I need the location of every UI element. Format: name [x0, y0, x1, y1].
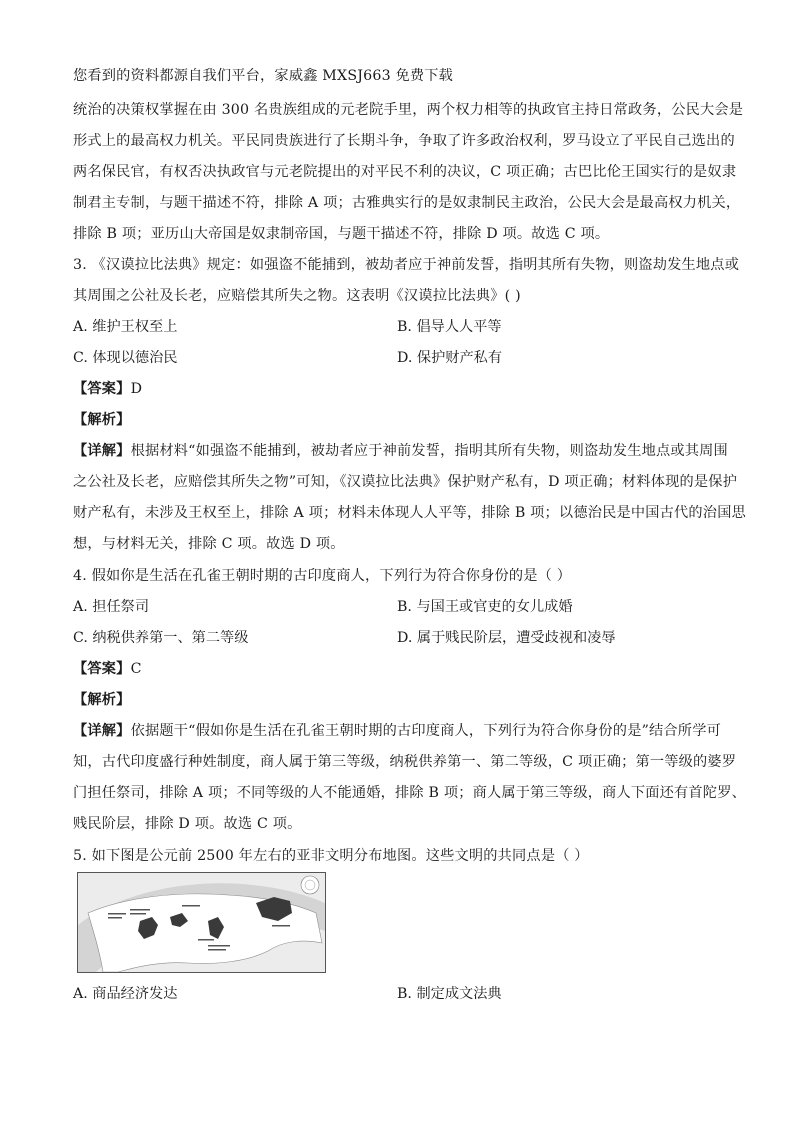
q3-option-c: C. 体现以德治民	[73, 350, 178, 366]
q5-option-a: A. 商品经济发达	[73, 986, 178, 1002]
afro-asian-civilization-map	[77, 872, 326, 973]
detail-text: 根据材料“如强盗不能捕到，被劫者应于神前发誓，指明其所有失物，则盗劫发生地点或其周围	[130, 443, 728, 459]
q4-detail-line-1	[73, 721, 721, 741]
q3-option-d: D. 保护财产私有	[397, 350, 503, 366]
q4-analysis-tag	[73, 690, 131, 710]
detail-text: 依据题干“假如你是生活在孔雀王朝时期的古印度商人，下列行为符合你身份的是”结合所学可	[130, 723, 721, 739]
answer-tag: 【答案】	[73, 661, 131, 677]
answer-tag: 【答案】	[73, 381, 131, 397]
continuation-line-5: 排除 B 项；亚历山大帝国是奴隶制帝国，与题干描述不符，排除 D 项。故选 C 项。	[73, 226, 610, 242]
q3-detail-line-1	[73, 441, 728, 461]
q4-option-c: C. 纳税供养第一、第二等级	[73, 630, 249, 646]
q4-detail-line-4: 贱民阶层，排除 D 项。故选 C 项。	[73, 816, 302, 832]
map-emblem	[301, 876, 319, 894]
q3-option-b: B. 倡导人人平等	[397, 319, 502, 335]
q4-option-b: B. 与国王或官吏的女儿成婚	[397, 599, 573, 615]
header-notice: 您看到的资料都源自我们平台，家威鑫 MXSJ663 免费下载	[73, 68, 454, 84]
q3-stem-line-2: 其周围之公社及长老，应赔偿其所失之物。这表明《汉谟拉比法典》( )	[73, 288, 521, 304]
continuation-line-1: 统治的决策权掌握在由 300 名贵族组成的元老院手里，两个权力相等的执政官主持日常政务，公民大会是	[73, 102, 744, 118]
q3-detail-line-2: 之公社及长老，应赔偿其所失之物”可知，《汉谟拉比法典》保护财产私有，D 项正确；材料体现的是保护	[73, 474, 738, 490]
analysis-tag: 【解析】	[73, 412, 131, 428]
q4-detail-line-2: 知，古代印度盛行种姓制度，商人属于第三等级，纳税供养第一、第二等级，C 项正确；第一等级的婆罗	[73, 754, 737, 770]
continuation-line-4: 制君主专制，与题干描述不符，排除 A 项；古雅典实行的是奴隶制民主政治，公民大会是最高权力机关，	[73, 195, 741, 211]
q5-stem: 5. 如下图是公元前 2500 年左右的亚非文明分布地图。这些文明的共同点是（ ）	[73, 848, 589, 864]
answer-value: D	[130, 381, 143, 397]
q3-detail-line-3: 财产私有，未涉及王权至上，排除 A 项；材料未体现人人平等，排除 B 项；以德治民是中国古代的治国思	[73, 505, 746, 521]
map-drawing	[78, 873, 325, 972]
q3-detail-line-4: 想，与材料无关，排除 C 项。故选 D 项。	[73, 536, 345, 552]
q3-option-a: A. 维护王权至上	[73, 319, 178, 335]
q3-stem-line-1: 3. 《汉谟拉比法典》规定：如强盗不能捕到，被劫者应于神前发誓，指明其所有失物，则盗劫发生地点或	[73, 257, 740, 273]
analysis-tag: 【解析】	[73, 692, 131, 708]
q4-option-d: D. 属于贱民阶层，遭受歧视和凌辱	[397, 630, 616, 646]
q4-detail-line-3: 门担任祭司，排除 A 项；不同等级的人不能通婚，排除 B 项；商人属于第三等级，商人下面还有首陀罗、	[73, 785, 746, 801]
q4-stem: 4. 假如你是生活在孔雀王朝时期的古印度商人，下列行为符合你身份的是（ ）	[73, 568, 572, 584]
q4-option-a: A. 担任祭司	[73, 599, 150, 615]
q4-answer	[73, 659, 142, 679]
detail-tag: 【详解】	[73, 723, 131, 739]
continuation-line-3: 两名保民官，有权否决执政官与元老院提出的对平民不利的决议，C 项正确；古巴比伦王国实行的是奴隶	[73, 164, 737, 180]
q3-analysis-tag	[73, 410, 131, 430]
q3-answer	[73, 379, 142, 399]
answer-value: C	[130, 661, 142, 677]
q5-option-b: B. 制定成文法典	[397, 986, 502, 1002]
detail-tag: 【详解】	[73, 443, 131, 459]
continuation-line-2: 形式上的最高权力机关。平民同贵族进行了长期斗争，争取了许多政治权利，罗马设立了平民自己选出的	[73, 133, 735, 149]
